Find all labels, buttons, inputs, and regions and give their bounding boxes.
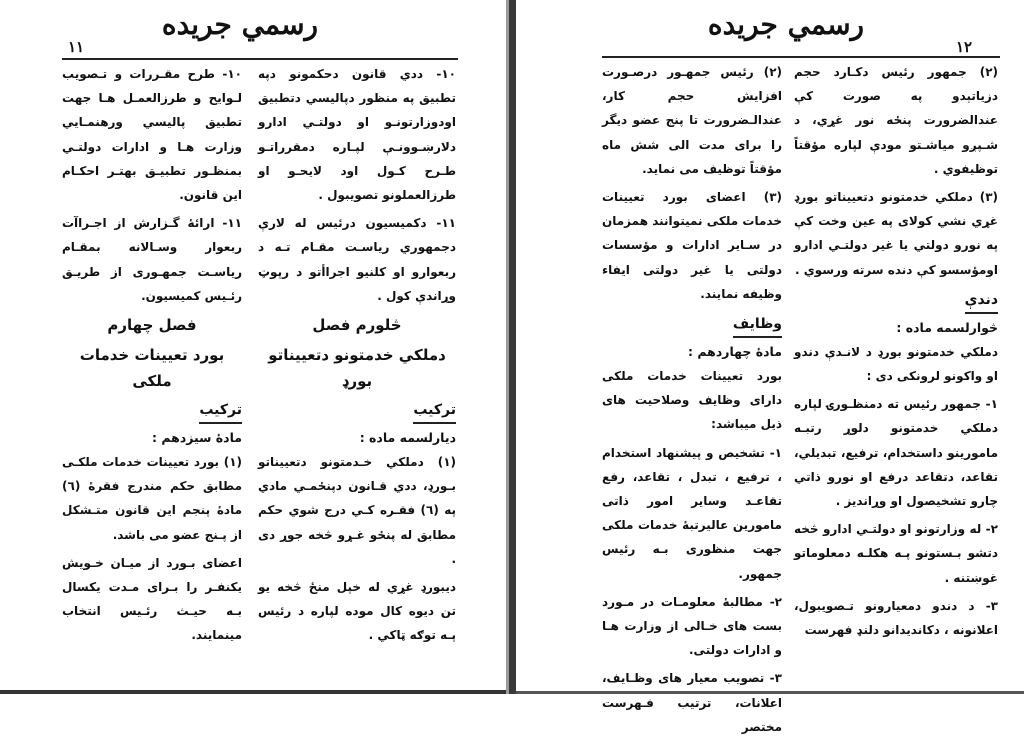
article-heading: مادهٔ سيزدهم : <box>152 430 242 446</box>
paragraph: ١١- دکميسيون درئيس له لارې دجمهوري رياسـت مقـام تـه د ربعوارو او کلنيو اجراأتو د رپوټ وړاندې کول . <box>258 216 456 303</box>
section-heading: ترکيب <box>413 398 456 424</box>
header-rule <box>62 58 458 60</box>
section-heading-wrap <box>602 310 782 340</box>
paragraph: (٣) اعضای بورد تعيينات خدمات ملکی نميتوانند همزمان در سـاير ادارات و مؤسسات دولتی يا غير دولتی ايفاء وظيفه نمايند. <box>602 190 782 301</box>
left-page <box>0 0 506 694</box>
left-page-dari-column <box>62 62 242 652</box>
paragraph: ديبورډ غړي له خپل منځ څخه يو تن دیوه کال موده لپاره د رئيس پـه توګه ټاکي . <box>258 580 456 643</box>
chapter-heading: دملکي خدمتونو دتعييناتو بورډ <box>268 346 446 391</box>
page-number: ١٢ <box>956 38 973 56</box>
paragraph: ١- تشخيص و پيشنهاد استخدام ، ترفيع ، تبدل ، تقاعد، رفع تقاعـد وساير امور ذاتی مامورين عاليرتبهٔ خدمات ملکی جهت منظوری بـه رئيس جمهور. <box>602 445 782 581</box>
section-heading-wrap <box>258 396 456 426</box>
page-header-title: رسمي جريده <box>707 8 865 41</box>
paragraph: ٢- مطالبهٔ معلومـات در مـورد بست های خـالی از وزارت هـا و ادارات دولتی. <box>602 594 782 658</box>
paragraph: ٣- د دندو دمعيارونو تـصويبول، اعلانونه ، دکانديدانو دلنډ فهرست <box>794 598 998 638</box>
paragraph: ٢- له وزارتونو او دولتـي ادارو څخه دتشو بـستونو پـه هکلـه دمعلوماتو غوښتنه . <box>794 522 998 585</box>
right-page-pashto-column <box>794 60 998 646</box>
chapter-heading: څلورم فصل <box>312 316 402 335</box>
section-heading: وظايف <box>733 312 782 338</box>
page-number: ١١ <box>68 38 85 56</box>
section-heading-wrap <box>62 396 242 426</box>
article-heading: مادهٔ چهاردهم : <box>688 344 782 360</box>
right-page <box>516 0 1024 734</box>
paragraph: ١١- ارائهٔ گـزارش از اجـراآت ربعوار وسـالانه بمقـام رياسـت جمهـوری از طريـق رئـيس کميسيون. <box>62 216 242 303</box>
paragraph: (١) دملکي خـدمتونو دتعييناتو بـورډ، ددي قـانون دپنځمـي مادي په (٦) فقـره کـي درج شوي حکم مطابق له پنځو غـړو څخه جوړ دی . <box>258 455 456 566</box>
right-page-dari-column <box>602 60 782 743</box>
chapter-heading: بورد تعيينات خدمات ملکی <box>79 346 225 391</box>
header-rule <box>602 56 1000 58</box>
paragraph: (١) بورد تعيينات خدمات ملکـی مطابق حکم مندرج فقرهٔ (٦) مادهٔ پنجم اين قانون متـشکل از پـنج عضو می باشد. <box>62 455 242 542</box>
paragraph: ٣- تصويب معيار های وظـايف، اعلانات، ترتيب فـهرست مختصر <box>602 671 782 734</box>
paragraph: ١٠- ددي قانون دحکمونو دپه تطبيق په منظور دپاليسي دتطبيق اودوزارتونـو او دولتـي ادارو دلارښـوونـې لپـاره دمقرراتـو طـرح کـول اود لايحـو او طرزالعملونو تصويبول . <box>258 67 456 203</box>
page-header-title: رسمي جريده <box>161 8 319 41</box>
paragraph: ١٠- طرح مقـررات و تـصويب لـوايح و طرزالعمـل هـا جهت تطبيق پاليسي ورهنمـايي وزارت هـا و ادارات دولتـي بمنظـور تطبيـق بهتـر احکـام اين قانون. <box>62 67 242 203</box>
paragraph: (٣) دملکي خدمتونو دتعييناتو بورډ غړي نشي کولای په عين وخت کې په نورو دولتي يا غير دولتـي ادارو اومؤسسو کې دنده سرته ورسوي . <box>794 190 998 277</box>
paragraph: اعضای بـورد از ميـان خـويش يکنفـر را بـرای مـدت يکسال بـه حيـث رئـيس انتخاب مينمايند. <box>62 555 242 643</box>
page-edge <box>516 691 1024 694</box>
left-page-pashto-column <box>258 62 456 652</box>
paragraph: بورد تعيينات خدمات ملکی دارای وظايف وصلاحيت های ذيل ميباشد: <box>602 369 782 432</box>
paragraph: ١- جمهور رئيس ته دمنظـورۍ لپاره دملکي خدمتونو دلوړ رتبـه مامورينو داستخدام، ترفيع، تبديلي، تقاعد، دتقاعد درفع او نورو ذاتي چارو تشخيصول او وړانديز . <box>794 397 998 509</box>
article-heading: څوارلسمه ماده : <box>896 319 998 335</box>
section-heading-wrap <box>794 286 998 316</box>
section-heading: ترکيب <box>199 398 242 424</box>
paragraph: (٢) رئيس جمهـور درصـورت افزايش حجم کار، عندالـضرورت تا پنج عضو ديگر را برای مدت الی شش ماه مؤقتاً توظيف می نمايد. <box>602 65 782 176</box>
paragraph: (٢) جمهور رئيس دکـارد حجم دزياتېدو په صورت کې عندالضرورت پنځه نور غړي، د شـپږو مياشـتو مودې لپاره مؤقتاً توظيفوي . <box>794 65 998 176</box>
section-heading: دندې <box>965 288 998 314</box>
article-heading: ديارلسمه ماده : <box>359 430 456 446</box>
paragraph: دملکي خدمتونو بورډ د لانـدې دندو او واکونو لرونکی دی : <box>794 344 998 384</box>
book-gutter <box>506 0 516 694</box>
chapter-heading: فصل چهارم <box>107 316 197 335</box>
page-edge <box>0 690 506 694</box>
